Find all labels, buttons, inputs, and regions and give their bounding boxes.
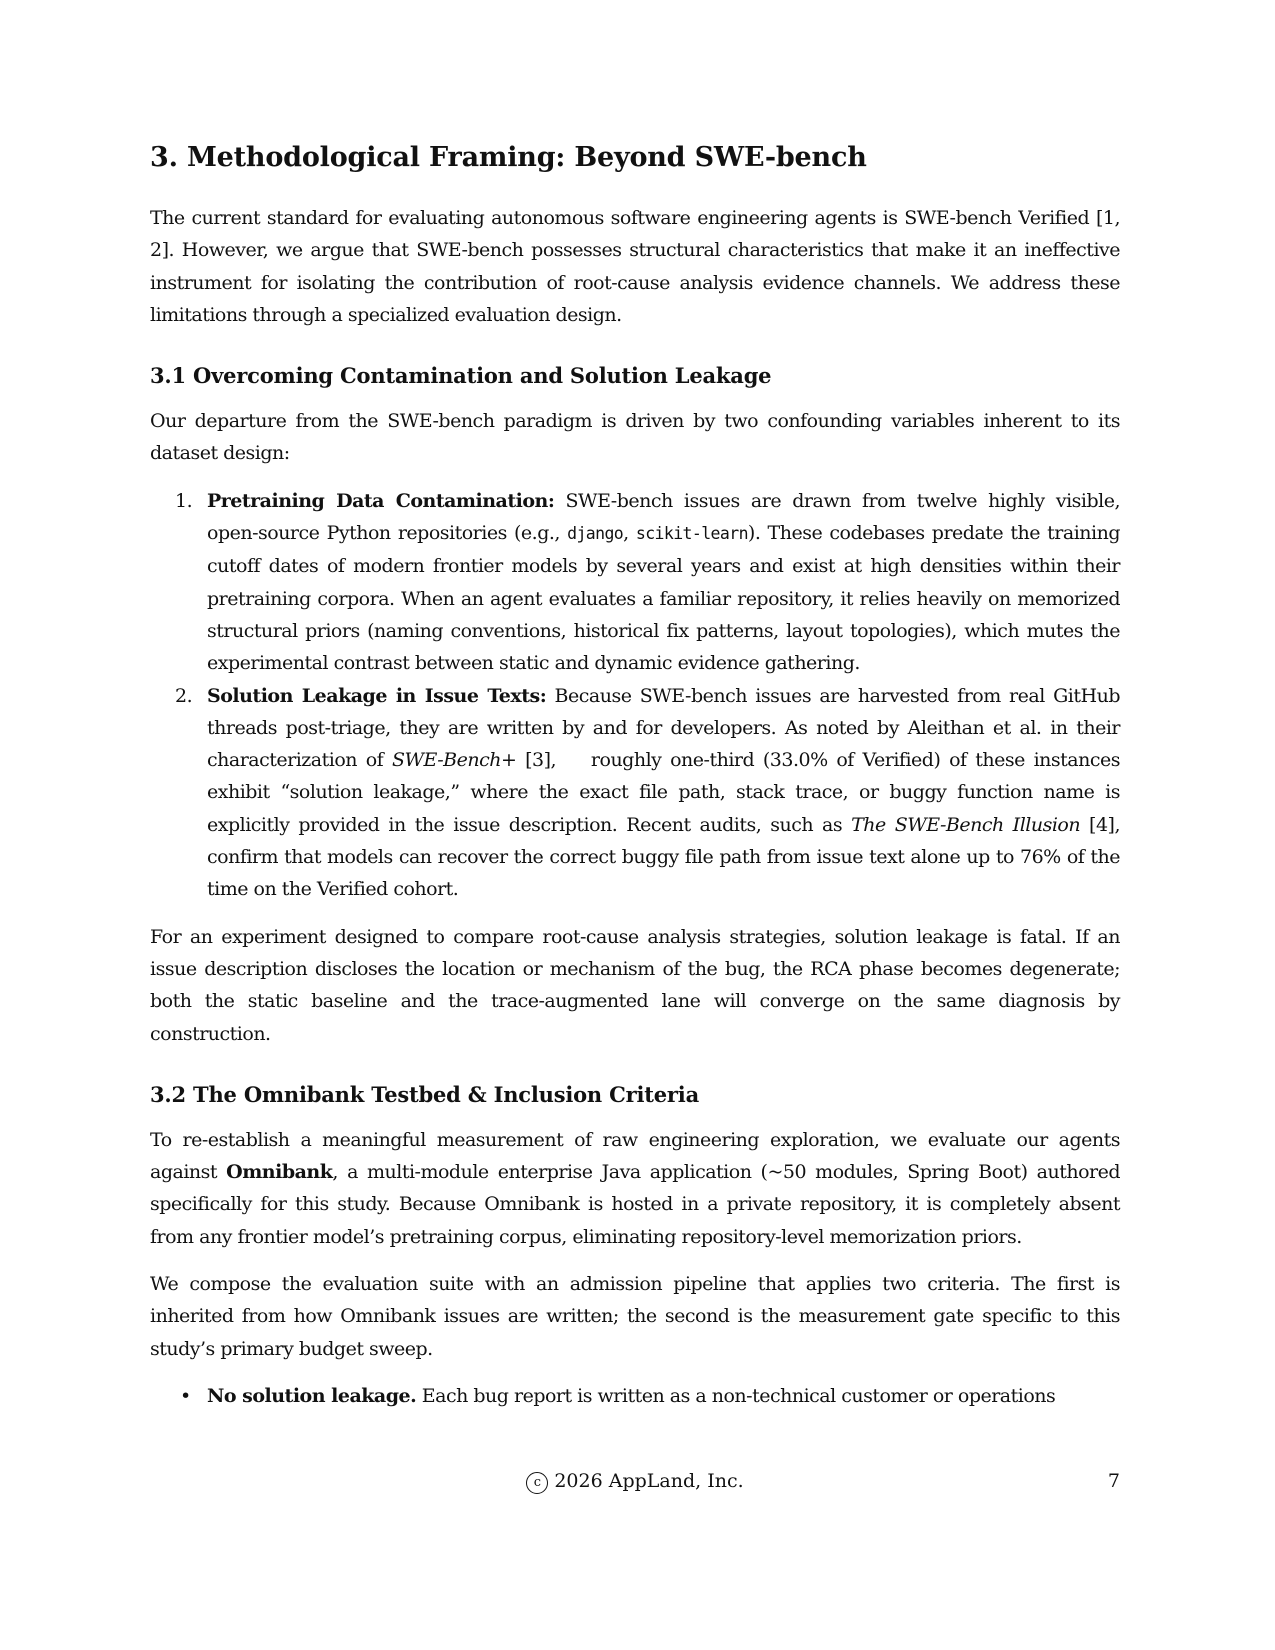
section-3-intro-paragraph: The current standard for evaluating autonomous software engineering agents is SWE-bench Verified [1, 2]. However, we argue that SWE-bench possesses structural characteristics that make it an ineffective instrument for isolating the contribution of root-cause analysis evidence channels. We address these limitations through a specialized evaluation design. [150,207,1120,326]
copyright-icon: c [526,1472,548,1494]
list-item-solution-leakage [150,680,1143,906]
citation-swe-bench-plus: SWE-Bench+ [391,749,517,772]
page-number: 7 [1107,1470,1120,1492]
omnibank-bold: Omnibank [226,1161,333,1184]
section-3-1-intro-paragraph: Our departure from the SWE-bench paradigm is driven by two confounding variables inherent to its dataset design: [150,410,1120,465]
criteria-list [150,1380,1120,1412]
list-item-pretraining-contamination [150,485,1120,680]
list-item-number: 1. [175,489,193,512]
section-3-2-paragraph-1 [150,1124,1120,1253]
list-item-lead: Solution Leakage in Issue Texts: [207,684,547,707]
paper-page [150,140,1143,1412]
paragraph-text: , a multi-module enterprise Java application (~50 modules, Spring Boot) authored specifically for this study. Because Omnibank is hosted in a private repository, it is completely absent from any frontier model’s pretraining corpus, eliminating repository-level memorization priors. [150,1161,1120,1248]
section-3-2-paragraph-2: We compose the evaluation suite with an admission pipeline that applies two criteria. The first is inherited from how Omnibank issues are written; the second is the measurement gate specific to this study’s primary budget sweep. [150,1273,1120,1360]
list-item-lead: Pretraining Data Contamination: [207,489,555,512]
list-item-text: ). These codebases predate the training cutoff dates of modern frontier models by several years and exist at high densities within their pretraining corpora. When an agent evaluates a familiar repository, it relies heavily on memorized structural priors (naming conventions, historical fix patterns, layout topologies), which mutes the experimental contrast between static and dynamic evidence gathering. [207,522,1120,675]
citation-swe-bench-illusion: The SWE-Bench Illusion [851,813,1081,836]
list-item-number: 2. [175,684,193,707]
section-3-2-heading: 3.2 The Omnibank Testbed & Inclusion Criteria [150,1081,699,1107]
copyright-text: 2026 AppLand, Inc. [554,1470,744,1492]
code-django: django [567,524,624,544]
list-item-text: [4], confirm that models can recover the correct buggy file path from issue text alone up to 76% of the time on the Verified cohort. [207,813,1143,901]
bullet-icon: • [180,1384,191,1407]
section-3-1-outro-paragraph: For an experiment designed to compare root-cause analysis strategies, solution leakage is fatal. If an issue description discloses the location or mechanism of the bug, the RCA phase becomes degenerate; both the static baseline and the trace-augmented lane will converge on the same diagnosis by construction. [150,925,1120,1045]
list-item-separator: , [623,522,636,545]
list-item-no-solution-leakage [150,1380,1120,1412]
section-3-heading: 3. Methodological Framing: Beyond SWE-bench [150,142,867,173]
list-item-text: Because SWE-bench issues are harvested from real GitHub threads post-triage, they are written by and for developers. As noted by Aleithan et al. in their characterization of [207,684,1120,772]
list-item-text: [3], roughly one-third (33.0% of Verified) of these instances exhibit “solution leakage,” where the exact file path, stack trace, or buggy function name is explicitly provided in the issue description. Recent audits, such as [207,749,1126,836]
paragraph-text: To re-establish a meaningful measurement of raw engineering exploration, we evaluate our agents against [150,1128,1120,1184]
confounding-variables-list [150,485,1143,906]
copyright-notice [150,1465,1120,1497]
section-3-1-heading: 3.1 Overcoming Contamination and Solution Leakage [150,363,772,389]
list-item-lead: No solution leakage. [207,1384,417,1407]
page-footer [150,1465,1120,1497]
code-scikit-learn: scikit-learn [635,524,748,544]
list-item-text: Each bug report is written as a non-technical customer or operations [416,1384,1056,1407]
list-item-text: SWE-bench issues are drawn from twelve highly visible, open-source Python repositories (e.g., [207,489,1120,545]
